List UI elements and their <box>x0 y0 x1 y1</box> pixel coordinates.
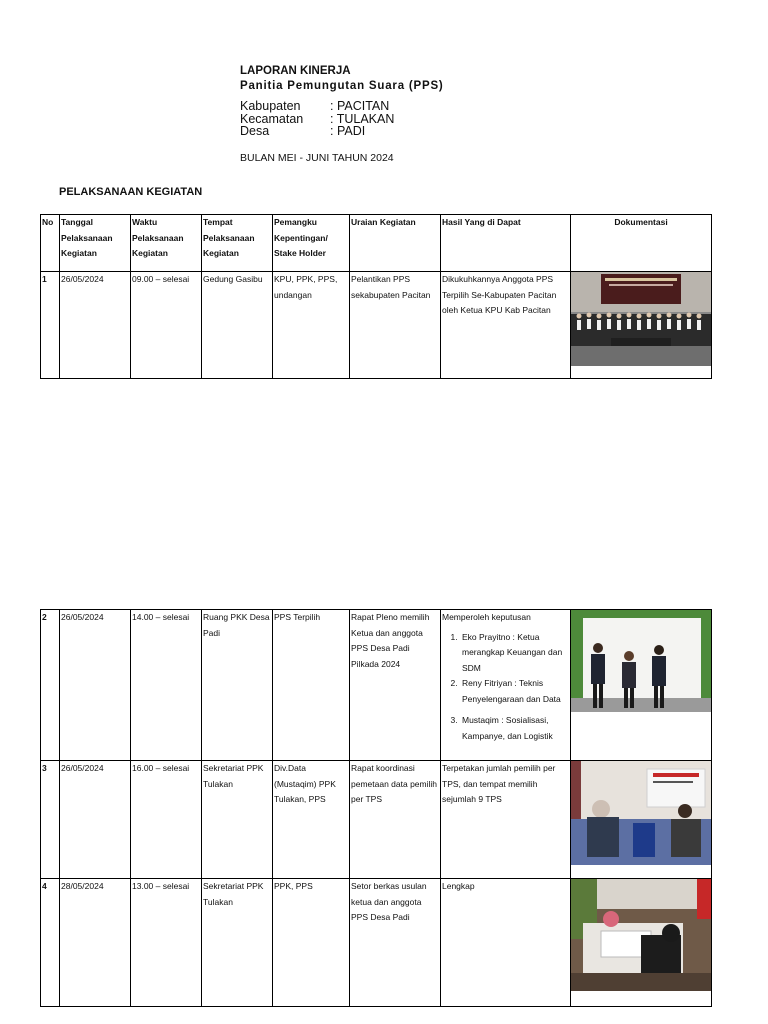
location-value: : PACITAN <box>330 99 390 113</box>
cell-tempat: Sekretariat PPK Tulakan <box>202 761 273 879</box>
list-item: 3. Mustaqim : Sosialisasi, Kampanye, dan Logistik <box>460 713 569 744</box>
document-submission-icon <box>571 879 711 991</box>
location-value: : TULAKAN <box>330 111 395 126</box>
report-location <box>240 100 444 138</box>
cell-uraian: Pelantikan PPS sekabupaten Pacitan <box>350 272 441 379</box>
cell-dokumentasi <box>571 272 712 379</box>
report-period: BULAN MEI - JUNI TAHUN 2024 <box>240 151 394 164</box>
group-photo-icon <box>571 272 711 366</box>
report-title: LAPORAN KINERJA <box>240 65 351 77</box>
list-item: 2. Reny Fitriyan : Teknis Penyelengaraan dan Data <box>460 676 569 707</box>
header-tanggal: Tanggal Pelaksanaan Kegiatan <box>60 215 131 272</box>
cell-waktu: 09.00 – selesai <box>131 272 202 379</box>
cell-no: 1 <box>41 272 60 379</box>
header-no: No <box>41 215 60 272</box>
table-row <box>41 761 712 879</box>
cell-dokumentasi <box>571 761 712 879</box>
three-people-image <box>571 610 711 712</box>
location-row <box>240 100 444 113</box>
cell-pemangku: Div.Data (Mustaqim) PPK Tulakan, PPS <box>273 761 350 879</box>
cell-dokumentasi <box>571 610 712 761</box>
cell-tanggal: 28/05/2024 <box>60 879 131 1007</box>
cell-no: 2 <box>41 610 60 761</box>
hasil-list <box>442 630 569 745</box>
list-item: 1. Eko Prayitno : Ketua merangkap Keuangan dan SDM <box>460 630 569 677</box>
header-waktu: Waktu Pelaksanaan Kegiatan <box>131 215 202 272</box>
section-title: PELAKSANAAN KEGIATAN <box>59 186 203 198</box>
cell-hasil: Lengkap <box>441 879 571 1007</box>
report-subtitle: Panitia Pemungutan Suara (PPS) <box>240 80 444 92</box>
meeting-icon <box>571 761 711 865</box>
cell-pemangku: PPS Terpilih <box>273 610 350 761</box>
three-people-icon <box>571 610 711 712</box>
location-key: Desa <box>240 124 270 138</box>
activity-table-continued <box>40 609 712 1007</box>
meeting-image <box>571 761 711 865</box>
cell-dokumentasi <box>571 879 712 1007</box>
cell-waktu: 16.00 – selesai <box>131 761 202 879</box>
cell-uraian: Setor berkas usulan ketua dan anggota PPS Desa Padi <box>350 879 441 1007</box>
cell-no: 3 <box>41 761 60 879</box>
location-key: Kecamatan <box>240 111 304 126</box>
cell-pemangku: KPU, PPK, PPS, undangan <box>273 272 350 379</box>
activity-table <box>40 214 712 379</box>
cell-uraian: Rapat Pleno memilih Ketua dan anggota PPS Desa Padi Pilkada 2024 <box>350 610 441 761</box>
location-key: Kabupaten <box>240 99 301 113</box>
table-row <box>41 272 712 379</box>
header-pemangku: Pemangku Kepentingan/ Stake Holder <box>273 215 350 272</box>
header-tempat: Tempat Pelaksanaan Kegiatan <box>202 215 273 272</box>
table-row <box>41 610 712 761</box>
hasil-intro: Memperoleh keputusan <box>442 612 531 622</box>
location-row <box>240 125 444 138</box>
cell-tempat: Ruang PKK Desa Padi <box>202 610 273 761</box>
header-hasil: Hasil Yang di Dapat <box>441 215 571 272</box>
cell-waktu: 14.00 – selesai <box>131 610 202 761</box>
cell-hasil <box>441 610 571 761</box>
table-header-row <box>41 215 712 272</box>
cell-hasil: Terpetakan jumlah pemilih per TPS, dan tempat memilih sejumlah 9 TPS <box>441 761 571 879</box>
cell-pemangku: PPK, PPS <box>273 879 350 1007</box>
location-value: : PADI <box>330 124 366 138</box>
report-header <box>240 64 444 164</box>
cell-waktu: 13.00 – selesai <box>131 879 202 1007</box>
cell-hasil: Dikukuhkannya Anggota PPS Terpilih Se-Kabupaten Pacitan oleh Ketua KPU Kab Pacitan <box>441 272 571 379</box>
cell-tanggal: 26/05/2024 <box>60 272 131 379</box>
group-photo-image <box>571 272 711 366</box>
cell-tempat: Gedung Gasibu <box>202 272 273 379</box>
cell-no: 4 <box>41 879 60 1007</box>
header-uraian: Uraian Kegiatan <box>350 215 441 272</box>
header-dokumentasi: Dokumentasi <box>571 215 712 272</box>
document-submission-image <box>571 879 711 991</box>
cell-tanggal: 26/05/2024 <box>60 761 131 879</box>
cell-tempat: Sekretariat PPK Tulakan <box>202 879 273 1007</box>
table-row <box>41 879 712 1007</box>
cell-uraian: Rapat koordinasi pemetaan data pemilih per TPS <box>350 761 441 879</box>
cell-tanggal: 26/05/2024 <box>60 610 131 761</box>
